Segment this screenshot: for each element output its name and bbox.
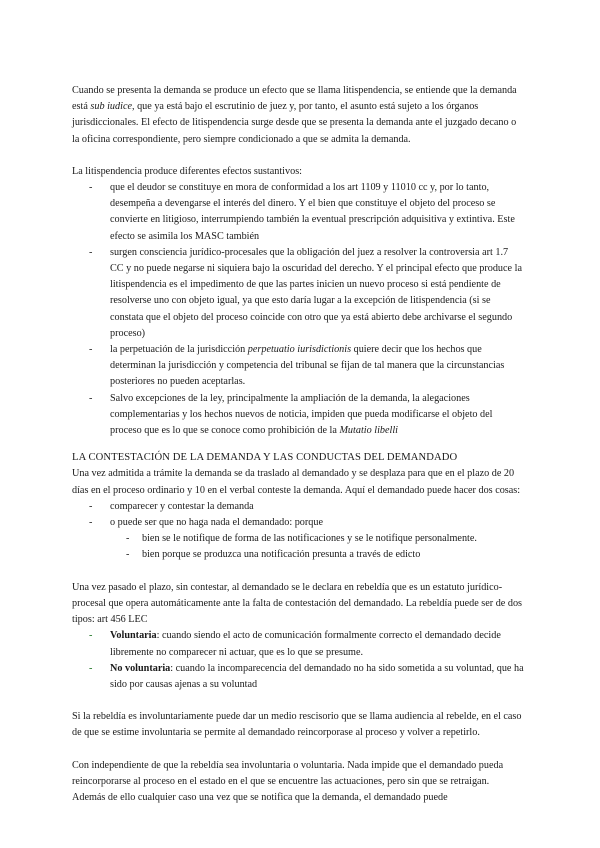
list-item: - surgen consciencia jurídico-procesales que la obligación del juez a resolver la controversia art 1.7 CC y no puede negarse ni siquiera bajo la oscuridad del derecho. Y el principal efecto que produce la litispendencia es el impedimento de que las partes inicien un nuevo proceso si está pendiente de resolverse uno con objeto igual, ya que esto daría lugar a la excepción de litispendencia (si se constata que el objeto del proceso coincide con otro que ya está abierto debe archivarse el segundo proceso) (72, 245, 524, 342)
list-item (72, 342, 524, 391)
paragraph-audiencia-rebelde: Si la rebeldía es involuntariamente puede dar un medio rescisorio que se llama audiencia al rebelde, en el caso de que se estime involuntaria se permite al demandado reincorporase al proceso y volver a repetirlo. (72, 711, 522, 739)
effects-list (72, 180, 524, 439)
text-run: que ya está bajo el escrutinio de juez y, por tanto, el asunto está sujeto a los órganos jurisdiccionales. El efecto de litispendencia surge desde que se presenta la demanda ante el juzgado decano o la oficina correspondiente, pero siempre condicionado a que se admita la demanda. (72, 101, 517, 145)
text-run: Salvo excepciones de la ley, principalmente la ampliación de la demanda, la alegaciones complementarias y los hechos nuevos de noticia, impiden que pueda modificarse el objeto del proceso que es lo que se conoce como prohibición de la (110, 392, 493, 437)
spacer (72, 742, 524, 758)
text-run: : cuando la incomparecencia del demandado no ha sido sometida a su voluntad, que ha sido por causas ajenas a su voluntad (110, 662, 524, 690)
list-item: - comparecer y contestar la demanda (72, 499, 524, 515)
spacer (72, 439, 524, 447)
bold-term-voluntaria: Voluntaria (110, 630, 157, 642)
bold-term-no-voluntaria: No voluntaria (110, 662, 171, 674)
italic-term-perpetuatio: perpetuatio iurisdictionis (247, 344, 352, 356)
list-item: - que el deudor se constituye en mora de conformidad a los art 1109 y 11010 cc y, por lo tanto, desempeña a devengarse el interés del dinero. Y el bien que constituye el objeto del proceso se convierte en litigioso, interrumpiendo también la eventual prescripción adquisitiva y extintiva. Este efecto se asimila los MASC también (72, 180, 524, 245)
list-item (72, 515, 524, 564)
spacer (72, 693, 524, 709)
rebeldia-types-list (72, 628, 524, 693)
paragraph-contestacion: Una vez admitida a trámite la demanda se da traslado al demandado y se desplaza para que en el plazo de 20 días en el proceso ordinario y 10 en el verbal conteste la demanda. Aquí el demandado puede hacer dos cosas: (72, 468, 521, 496)
spacer (72, 148, 524, 164)
options-list (72, 499, 524, 564)
sub-options-list (72, 531, 524, 563)
italic-term-mutatio-libelli: Mutatio libelli (339, 425, 399, 437)
italic-term-sub-iudice: sub iudice, (90, 101, 135, 113)
text-run: quiere decir que los hechos que determinan la jurisdicción y competencia del tribunal se fijan de tal manera que la circunstancias posteriores no pueden aceptarlas. (110, 344, 505, 388)
document-page (72, 83, 524, 806)
text-run: o puede ser que no haga nada el demandado: porque (110, 517, 324, 529)
text-run: Cuando se presenta la demanda se produce un efecto que se llama litispendencia, se entiende que la demanda está (72, 85, 517, 113)
paragraph-efectos-intro: La litispendencia produce diferentes efectos sustantivos: (72, 165, 302, 177)
paragraph-rebeldia: Una vez pasado el plazo, sin contestar, al demandado se le declara en rebeldía que es un estatuto jurídico-procesal que opera automáticamente ante la falta de contestación del demandado. La rebeldía puede ser de dos tipos: art 456 LEC (72, 581, 523, 626)
list-item: - bien porque se produzca una notificación presunta a través de edicto (72, 547, 524, 563)
spacer (72, 564, 524, 580)
text-run: : cuando siendo el acto de comunicación formalmente correcto el demandado decide libremente no comparecer ni actuar, que es lo que se presume. (110, 630, 501, 658)
list-item (72, 661, 524, 693)
list-item (72, 391, 524, 440)
paragraph-reincorporacion: Con independiente de que la rebeldía sea involuntaria o voluntaria. Nada impide que el demandado pueda reincorporarse al proceso en el estado en el que se encuentre las actuaciones, pero sin que se retraigan. Además de ello cualquier caso una vez que se notifica que la demanda, el demandado puede (72, 759, 504, 803)
text-run: la perpetuación de la jurisdicción (110, 344, 248, 356)
list-item (72, 628, 524, 660)
list-item: - bien se le notifique de forma de las notificaciones y se le notifique personalmente. (72, 531, 524, 547)
section-heading: LA CONTESTACIÓN DE LA DEMANDA Y LAS CONDUCTAS DEL DEMANDADO (72, 452, 458, 464)
paragraph-litispendencia-intro (72, 83, 524, 148)
